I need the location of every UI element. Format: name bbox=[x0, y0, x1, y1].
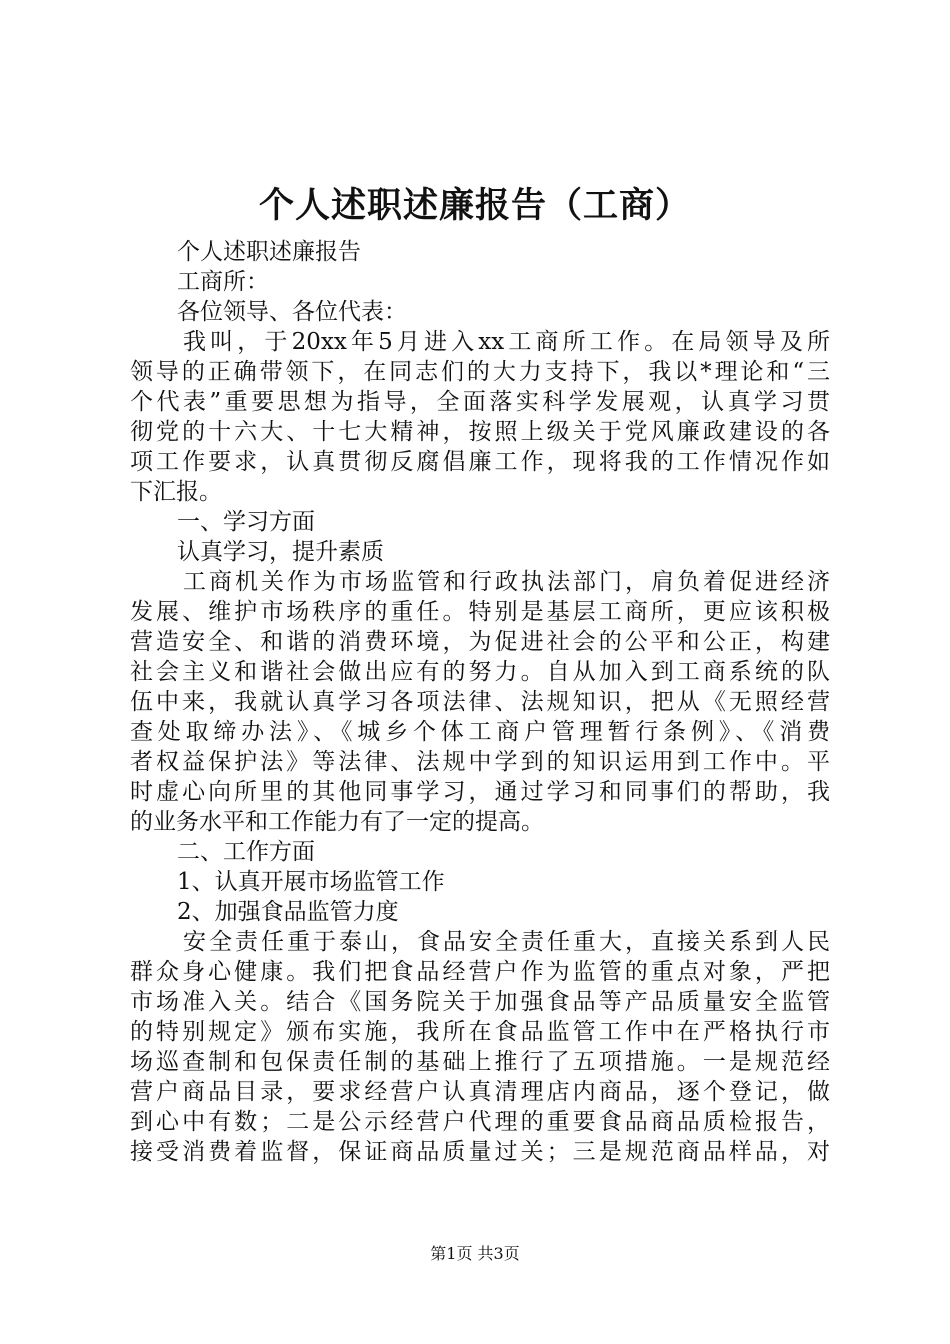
text-line: 下汇报。 bbox=[130, 479, 222, 505]
text-line: 的特别规定》颁布实施，我所在食品监管工作中在严格执行市 bbox=[130, 1019, 830, 1045]
text-line: 时虚心向所里的其他同事学习，通过学习和同事们的帮助，我 bbox=[130, 779, 830, 805]
text-line: 群众身心健康。我们把食品经营户作为监管的重点对象，严把 bbox=[130, 959, 830, 985]
text-line: 到心中有数；二是公示经营户代理的重要食品商品质检报告， bbox=[130, 1109, 830, 1135]
text-line: 1、认真开展市场监管工作 bbox=[177, 869, 445, 895]
text-line: 场巡查制和包保责任制的基础上推行了五项措施。一是规范经 bbox=[130, 1049, 830, 1075]
text-line: 彻党的十六大、十七大精神，按照上级关于党风廉政建设的各 bbox=[130, 419, 830, 445]
text-line: 查处取缔办法》、《城乡个体工商户管理暂行条例》、《消费 bbox=[130, 719, 830, 745]
document-body bbox=[130, 237, 830, 1167]
text-line: 安全责任重于泰山，食品安全责任重大，直接关系到人民 bbox=[183, 929, 830, 955]
text-line: 接受消费着监督，保证商品质量过关；三是规范商品样品，对 bbox=[130, 1139, 830, 1165]
text-line: 市场准入关。结合《国务院关于加强食品等产品质量安全监管 bbox=[130, 989, 830, 1015]
text-line: 认真学习，提升素质 bbox=[177, 539, 384, 565]
text-line: 我叫，于20xx年5月进入xx工商所工作。在局领导及所 bbox=[183, 329, 830, 355]
text-line: 的业务水平和工作能力有了一定的提高。 bbox=[130, 809, 544, 835]
text-line: 伍中来，我就认真学习各项法律、法规知识，把从《无照经营 bbox=[130, 689, 830, 715]
text-line: 二、工作方面 bbox=[177, 839, 315, 865]
text-line: 者权益保护法》等法律、法规中学到的知识运用到工作中。平 bbox=[130, 749, 830, 775]
text-line: 一、学习方面 bbox=[177, 509, 315, 535]
text-line: 2、加强食品监管力度 bbox=[177, 899, 399, 925]
text-line: 各位领导、各位代表： bbox=[177, 299, 407, 325]
page-title: 个人述职述廉报告（工商） bbox=[258, 185, 691, 226]
text-line: 个代表”重要思想为指导，全面落实科学发展观，认真学习贯 bbox=[130, 389, 830, 415]
text-line: 社会主义和谐社会做出应有的努力。自从加入到工商系统的队 bbox=[130, 659, 830, 685]
text-line: 工商机关作为市场监管和行政执法部门，肩负着促进经济 bbox=[183, 569, 830, 595]
text-line: 项工作要求，认真贯彻反腐倡廉工作，现将我的工作情况作如 bbox=[130, 449, 830, 475]
text-line: 发展、维护市场秩序的重任。特别是基层工商所，更应该积极 bbox=[130, 599, 830, 625]
text-line: 营造安全、和谐的消费环境，为促进社会的公平和公正，构建 bbox=[130, 629, 830, 655]
text-line: 领导的正确带领下，在同志们的大力支持下，我以*理论和“三 bbox=[130, 359, 830, 385]
text-line: 营户商品目录，要求经营户认真清理店内商品，逐个登记，做 bbox=[130, 1079, 830, 1105]
page-footer: 第1页 共3页 bbox=[430, 1244, 520, 1263]
text-line: 个人述职述廉报告 bbox=[177, 239, 361, 265]
text-line: 工商所： bbox=[177, 269, 269, 295]
